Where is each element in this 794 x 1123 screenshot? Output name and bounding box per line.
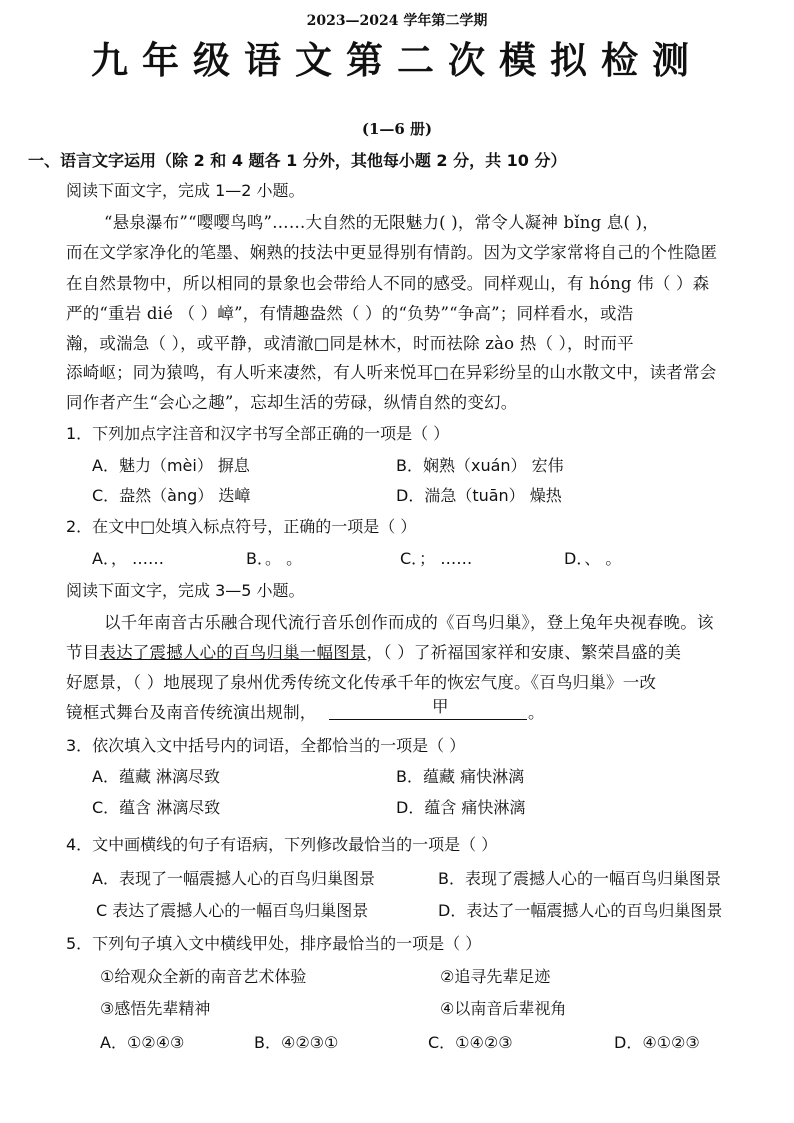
question-2-stem: 2．在文中□处填入标点符号，正确的一项是（ ） <box>66 517 417 536</box>
q3-option-a[interactable]: A．蕴藏 淋漓尽致 <box>92 767 221 786</box>
question-5-stem: 5．下列句子填入文中横线甲处，排序最恰当的一项是（ ） <box>66 934 482 953</box>
volume-range: (1—6 册) <box>361 120 433 138</box>
q4-option-d[interactable]: D．表达了一幅震撼人心的百鸟归巢图景 <box>438 901 723 920</box>
q1-option-d[interactable]: D．湍急（tuān） 燥热 <box>396 486 562 505</box>
blank-label-jia: 甲 <box>432 697 449 716</box>
q4-option-a[interactable]: A．表现了一幅震撼人心的百鸟归巢图景 <box>92 869 375 888</box>
q4-option-c[interactable]: C 表达了震撼人心的一幅百鸟归巢图景 <box>96 901 369 920</box>
question-3-stem: 3．依次填入文中括号内的词语，全都恰当的一项是（ ） <box>66 736 466 755</box>
question-4-stem: 4．文中画横线的句子有语病，下列修改最恰当的一项是（ ） <box>66 835 498 854</box>
q5-option-a[interactable]: A．①②④③ <box>100 1033 185 1052</box>
q5-item-2: ②追寻先辈足迹 <box>440 967 551 986</box>
passage-line: 而在文学家净化的笔墨、娴熟的技法中更显得别有情韵。因为文学家常将自己的个性隐匿 <box>66 243 718 262</box>
q1-option-c[interactable]: C．盎然（àng） 迭嶂 <box>92 486 251 505</box>
passage-line: 好愿景，（ ）地展现了泉州优秀传统文化传承千年的恢宏气度。《百鸟归巢》一改 <box>66 673 657 692</box>
passage-text: 节目 <box>66 643 100 662</box>
question-1-stem: 1．下列加点字注音和汉字书写全部正确的一项是（ ） <box>66 424 450 443</box>
passage-line: 同作者产生“会心之趣”，忘却生活的劳碌，纵情自然的变幻。 <box>66 393 518 412</box>
q5-option-c[interactable]: C．①④②③ <box>428 1033 513 1052</box>
q3-option-d[interactable]: D．蕴含 痛快淋漓 <box>396 798 526 817</box>
q3-option-b[interactable]: B．蕴藏 痛快淋漓 <box>396 767 525 786</box>
passage-line: 严的“重岩 dié （ ）嶂”，有情趣盎然（ ）的“负势”“争高”；同样看水，或浩 <box>66 304 634 323</box>
q5-item-4: ④以南音后辈视角 <box>440 999 567 1018</box>
section-heading: 一、语言文字运用（除 2 和 4 题各 1 分外，其他每小题 2 分，共 10 分） <box>28 151 567 170</box>
reading-instruction-1: 阅读下面文字，完成 1—2 小题。 <box>66 181 305 200</box>
passage-line: 瀚，或湍急（ ），或平静，或清澈□同是林木，时而祛除 zào 热（ ），时而平 <box>66 334 634 353</box>
underlined-sentence: 表达了震撼人心的百鸟归巢一幅图景 <box>99 643 367 662</box>
q2-option-c[interactable]: C．； …… <box>400 549 473 568</box>
q5-option-b[interactable]: B．④②③① <box>254 1033 339 1052</box>
q5-item-1: ①给观众全新的南音艺术体验 <box>100 967 307 986</box>
passage-line: 以千年南音古乐融合现代流行音乐创作而成的《百鸟归巢》，登上兔年央视春晚。该 <box>104 613 714 632</box>
q5-item-3: ③感悟先辈精神 <box>100 999 211 1018</box>
reading-instruction-2: 阅读下面文字，完成 3—5 小题。 <box>66 581 305 600</box>
q1-option-b[interactable]: B．娴熟（xuán） 宏伟 <box>396 456 564 475</box>
fill-blank-line[interactable] <box>329 718 527 720</box>
q2-option-b[interactable]: B．。 。 <box>246 549 303 568</box>
q1-option-a[interactable]: A．魅力（mèi） 摒息 <box>92 456 250 475</box>
q5-option-d[interactable]: D．④①②③ <box>614 1033 700 1052</box>
passage-period: 。 <box>528 703 545 722</box>
semester-label: 2023—2024 学年第二学期 <box>306 13 488 29</box>
q2-option-a[interactable]: A．， …… <box>92 549 165 568</box>
q2-option-d[interactable]: D．、 。 <box>564 549 622 568</box>
passage-line: 镜框式舞台及南音传统演出规制， <box>66 703 317 722</box>
passage-line: “悬泉瀑布”“嘤嘤鸟鸣”……大自然的无限魅力( )，常令人凝神 bǐng 息( )， <box>104 213 659 232</box>
exam-title: 九年级语文第二次模拟检测 <box>91 39 703 82</box>
passage-line: 在自然景物中，所以相同的景象也会带给人不同的感受。同样观山，有 hóng 伟（ ）森 <box>66 274 710 293</box>
passage-line <box>66 642 681 664</box>
q3-option-c[interactable]: C．蕴含 淋漓尽致 <box>92 798 221 817</box>
q4-option-b[interactable]: B．表现了震撼人心的一幅百鸟归巢图景 <box>438 869 721 888</box>
passage-line: 添崎岖；同为猿鸣，有人听来凄然，有人听来悦耳□在异彩纷呈的山水散文中，读者常会 <box>66 363 717 382</box>
passage-text: ，（ ）了祈福国家祥和安康、繁荣昌盛的美 <box>366 643 682 662</box>
